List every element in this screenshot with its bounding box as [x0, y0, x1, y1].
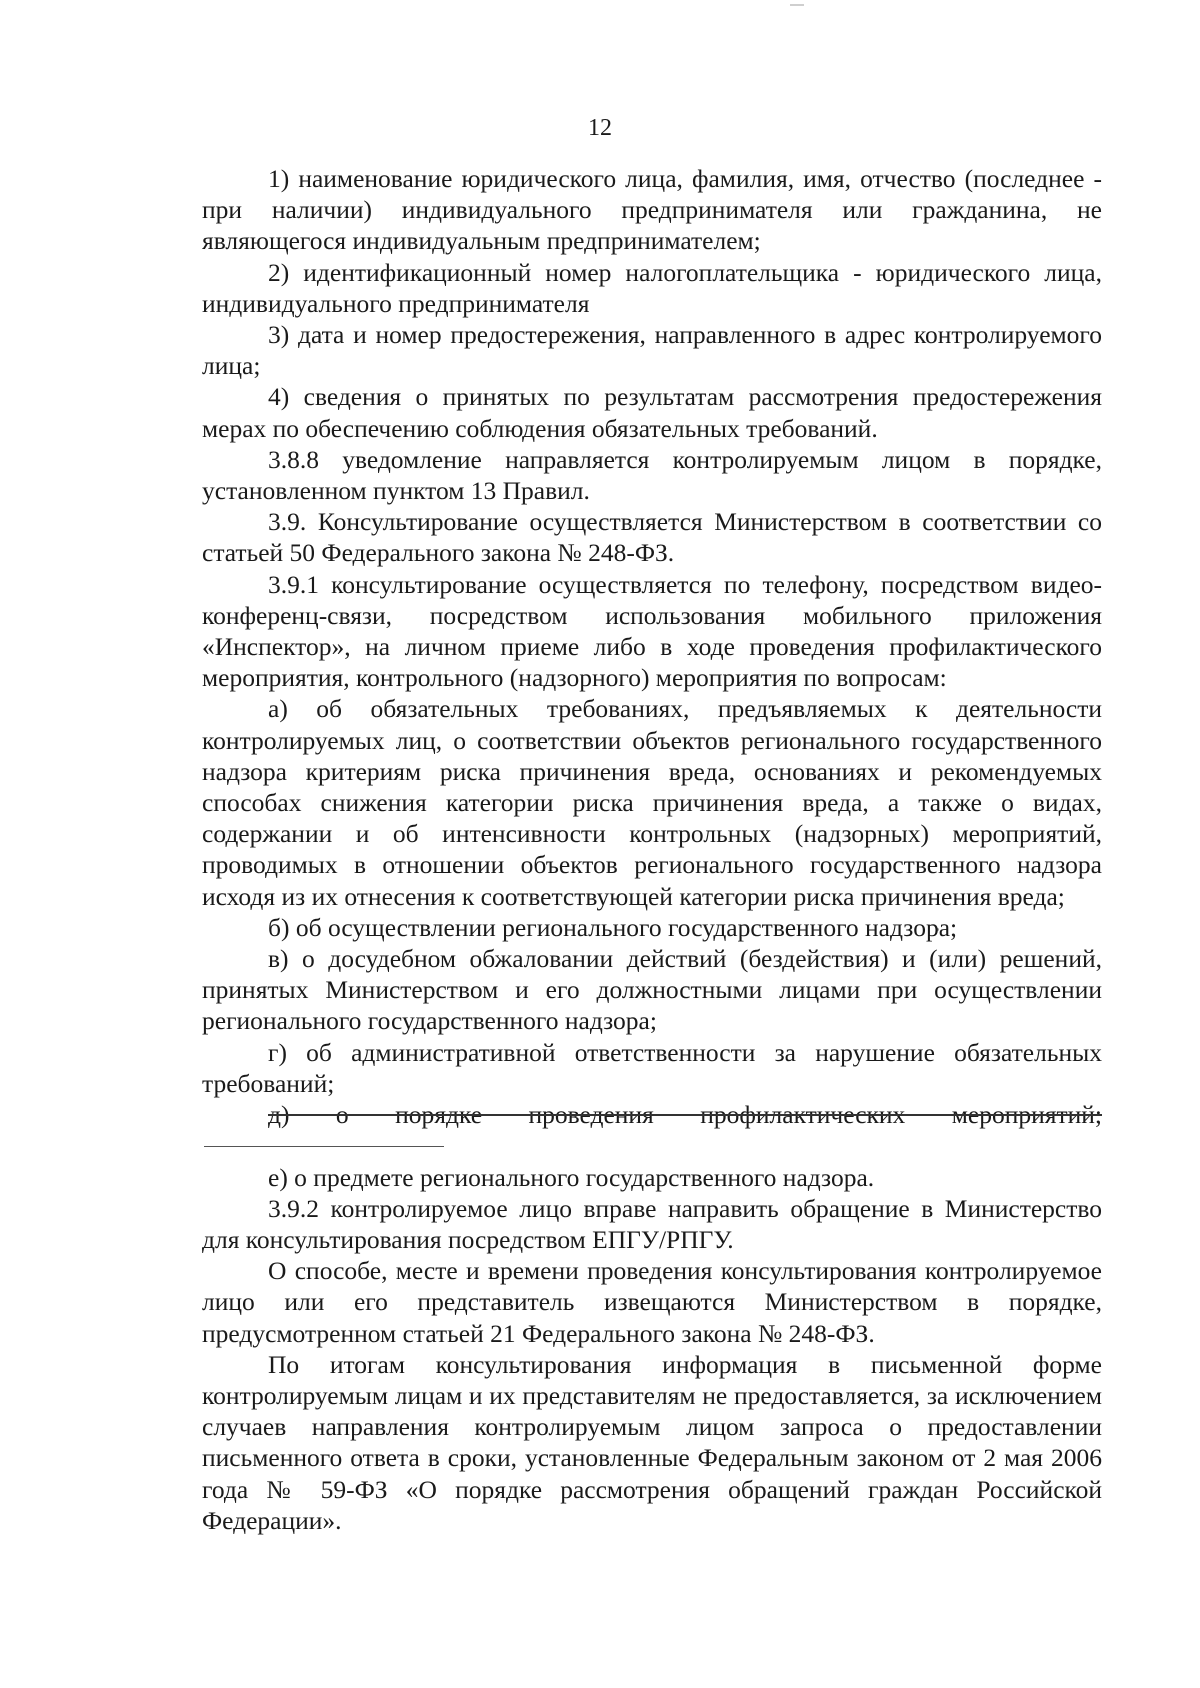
- struck-text: д) о порядке проведения профилактических мероприятий;: [268, 1100, 1102, 1130]
- paragraph-item-1: 1) наименование юридического лица, фамилия, имя, отчество (последнее - при наличии) индивидуального предпринимателя или гражданина, не являющегося индивидуальным предпринимателем;: [202, 164, 1102, 256]
- paragraph-notification: О способе, месте и времени проведения консультирования контролируемое лицо или его представитель извещаются Министерством в порядке, предусмотренном статьей 21 Федерального закона № 248-ФЗ.: [202, 1256, 1102, 1348]
- paragraph-item-e: е) о предмете регионального государственного надзора.: [268, 1162, 875, 1192]
- scan-artifact: [790, 4, 804, 6]
- paragraph-3-8-8: 3.8.8 уведомление направляется контролируемым лицом в порядке, установленном пунктом 13 Правил.: [202, 444, 1102, 506]
- strike-line: [204, 1146, 444, 1147]
- paragraph-item-2: 2) идентификационный номер налогоплательщика - юридического лица, индивидуального предпринимателя: [202, 257, 1102, 318]
- paragraph-item-a: а) об обязательных требованиях, предъявляемых к деятельности контролируемых лиц, о соответствии объектов регионального государственного надзора критериям риска причинения вреда, основаниях и рекомендуемых способах снижения категории риска причинения вреда, а также о видах, содержании и об интенсивности контрольных (надзорных) мероприятий, проводимых в отношении объектов регионального государственного надзора исходя из их отнесения к соответствующей категории риска причинения вреда;: [202, 694, 1102, 911]
- paragraph-item-3: 3) дата и номер предостережения, направленного в адрес контролируемого лица;: [202, 320, 1102, 381]
- paragraph-3-9: 3.9. Консультирование осуществляется Министерством в соответствии со статьей 50 Федерального закона № 248-ФЗ.: [202, 507, 1102, 568]
- paragraph-item-v: в) о досудебном обжаловании действий (бездействия) и (или) решений, принятых Министерством и его должностными лицами при осуществлении регионального государственного надзора;: [202, 944, 1102, 1036]
- paragraph-item-g: г) об административной ответственности за нарушение обязательных требований;: [202, 1037, 1102, 1098]
- paragraph-3-9-2: 3.9.2 контролируемое лицо вправе направить обращение в Министерство для консультирования посредством ЕПГУ/РПГУ.: [202, 1193, 1102, 1254]
- paragraph-item-4: 4) сведения о принятых по результатам рассмотрения предостережения мерах по обеспечению соблюдения обязательных требований.: [202, 382, 1102, 443]
- paragraph-item-d-struck: [202, 1099, 1102, 1161]
- page-number: 12: [588, 115, 612, 141]
- paragraph-3-9-1: 3.9.1 консультирование осуществляется по телефону, посредством видео-конференц-связи, посредством использования мобильного приложения «Инспектор», на личном приеме либо в ходе проведения профилактического мероприятия, контрольного (надзорного) мероприятия по вопросам:: [202, 569, 1102, 693]
- document-body: [202, 163, 1102, 1536]
- paragraph-item-b: б) об осуществлении регионального государственного надзора;: [268, 912, 958, 942]
- paragraph-results: По итогам консультирования информация в письменной форме контролируемым лицам и их представителям не предоставляется, за исключением случаев направления контролируемым лицом запроса о предоставлении письменного ответа в сроки, установленные Федеральным законом от 2 мая 2006 года № 59-ФЗ «О порядке рассмотрения обращений граждан Российской Федерации».: [202, 1349, 1102, 1535]
